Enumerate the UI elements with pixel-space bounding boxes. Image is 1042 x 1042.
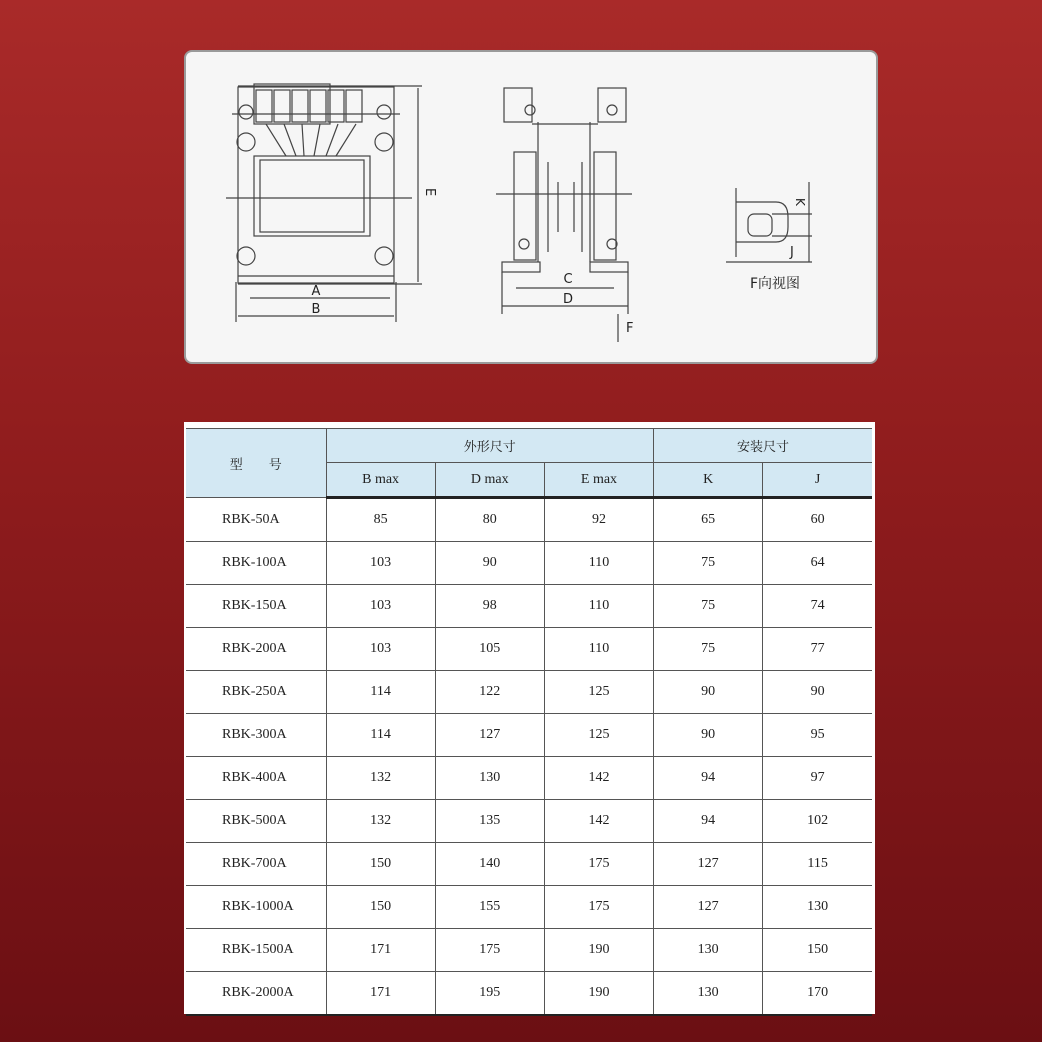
value-cell: 132 — [326, 800, 435, 843]
value-cell: 90 — [763, 671, 872, 714]
value-cell: 95 — [763, 714, 872, 757]
value-cell: 64 — [763, 542, 872, 585]
value-cell: 150 — [326, 843, 435, 886]
value-cell: 150 — [763, 929, 872, 972]
header-k: K — [654, 463, 763, 498]
table-row — [186, 498, 872, 542]
value-cell: 102 — [763, 800, 872, 843]
value-cell: 127 — [435, 714, 544, 757]
value-cell: 114 — [326, 671, 435, 714]
value-cell: 110 — [544, 542, 653, 585]
table-row — [186, 542, 872, 585]
value-cell: 80 — [435, 498, 544, 542]
label-e: E — [422, 188, 437, 197]
value-cell: 60 — [763, 498, 872, 542]
value-cell: 103 — [326, 585, 435, 628]
header-outer-dimensions: 外形尺寸 — [326, 429, 654, 463]
value-cell: 98 — [435, 585, 544, 628]
value-cell: 92 — [544, 498, 653, 542]
value-cell: 171 — [326, 972, 435, 1016]
model-cell: RBK-700A — [186, 843, 326, 886]
table-row — [186, 929, 872, 972]
header-b-max: B max — [326, 463, 435, 498]
value-cell: 142 — [544, 800, 653, 843]
value-cell: 125 — [544, 714, 653, 757]
model-cell: RBK-250A — [186, 671, 326, 714]
table-row — [186, 757, 872, 800]
value-cell: 132 — [326, 757, 435, 800]
value-cell: 97 — [763, 757, 872, 800]
value-cell: 175 — [435, 929, 544, 972]
value-cell: 103 — [326, 628, 435, 671]
value-cell: 90 — [435, 542, 544, 585]
value-cell: 122 — [435, 671, 544, 714]
label-b: B — [311, 302, 321, 317]
value-cell: 65 — [654, 498, 763, 542]
value-cell: 130 — [654, 972, 763, 1016]
value-cell: 175 — [544, 843, 653, 886]
value-cell: 130 — [435, 757, 544, 800]
label-f: F — [626, 321, 634, 336]
value-cell: 125 — [544, 671, 653, 714]
table-row — [186, 886, 872, 929]
model-cell: RBK-100A — [186, 542, 326, 585]
value-cell: 77 — [763, 628, 872, 671]
value-cell: 115 — [763, 843, 872, 886]
model-cell: RBK-300A — [186, 714, 326, 757]
label-j: J — [790, 245, 794, 260]
value-cell: 75 — [654, 585, 763, 628]
table-row — [186, 585, 872, 628]
value-cell: 127 — [654, 886, 763, 929]
value-cell: 142 — [544, 757, 653, 800]
value-cell: 85 — [326, 498, 435, 542]
label-k: K — [793, 198, 807, 206]
value-cell: 150 — [326, 886, 435, 929]
value-cell: 90 — [654, 671, 763, 714]
value-cell: 175 — [544, 886, 653, 929]
specification-table-container — [184, 422, 875, 1014]
value-cell: 75 — [654, 542, 763, 585]
front-view — [226, 84, 437, 322]
label-d: D — [562, 292, 574, 307]
transformer-dimension-drawing — [186, 52, 878, 364]
table-row — [186, 628, 872, 671]
f-direction-view — [726, 182, 812, 292]
table-row — [186, 800, 872, 843]
model-cell: RBK-500A — [186, 800, 326, 843]
value-cell: 75 — [654, 628, 763, 671]
value-cell: 127 — [654, 843, 763, 886]
table-row — [186, 671, 872, 714]
header-j: J — [763, 463, 872, 498]
model-cell: RBK-200A — [186, 628, 326, 671]
value-cell: 74 — [763, 585, 872, 628]
dimension-drawing-panel — [184, 50, 878, 364]
table-row — [186, 972, 872, 1016]
side-view — [496, 88, 633, 342]
label-a: A — [311, 284, 321, 299]
value-cell: 130 — [763, 886, 872, 929]
f-view-caption: F向视图 — [750, 276, 801, 292]
value-cell: 94 — [654, 800, 763, 843]
value-cell: 171 — [326, 929, 435, 972]
model-cell: RBK-1000A — [186, 886, 326, 929]
value-cell: 90 — [654, 714, 763, 757]
value-cell: 140 — [435, 843, 544, 886]
value-cell: 130 — [654, 929, 763, 972]
value-cell: 155 — [435, 886, 544, 929]
value-cell: 195 — [435, 972, 544, 1016]
header-install-dimensions: 安装尺寸 — [654, 429, 872, 463]
model-cell: RBK-400A — [186, 757, 326, 800]
value-cell: 103 — [326, 542, 435, 585]
table-row — [186, 714, 872, 757]
value-cell: 190 — [544, 972, 653, 1016]
dimension-table — [186, 428, 872, 1016]
header-d-max: D max — [435, 463, 544, 498]
header-model: 型 号 — [186, 429, 326, 498]
value-cell: 105 — [435, 628, 544, 671]
value-cell: 170 — [763, 972, 872, 1016]
value-cell: 94 — [654, 757, 763, 800]
model-cell: RBK-50A — [186, 498, 326, 542]
model-cell: RBK-150A — [186, 585, 326, 628]
table-row — [186, 843, 872, 886]
value-cell: 110 — [544, 585, 653, 628]
value-cell: 190 — [544, 929, 653, 972]
header-e-max: E max — [544, 463, 653, 498]
value-cell: 114 — [326, 714, 435, 757]
model-cell: RBK-1500A — [186, 929, 326, 972]
model-cell: RBK-2000A — [186, 972, 326, 1016]
label-c: C — [563, 272, 573, 287]
value-cell: 110 — [544, 628, 653, 671]
value-cell: 135 — [435, 800, 544, 843]
